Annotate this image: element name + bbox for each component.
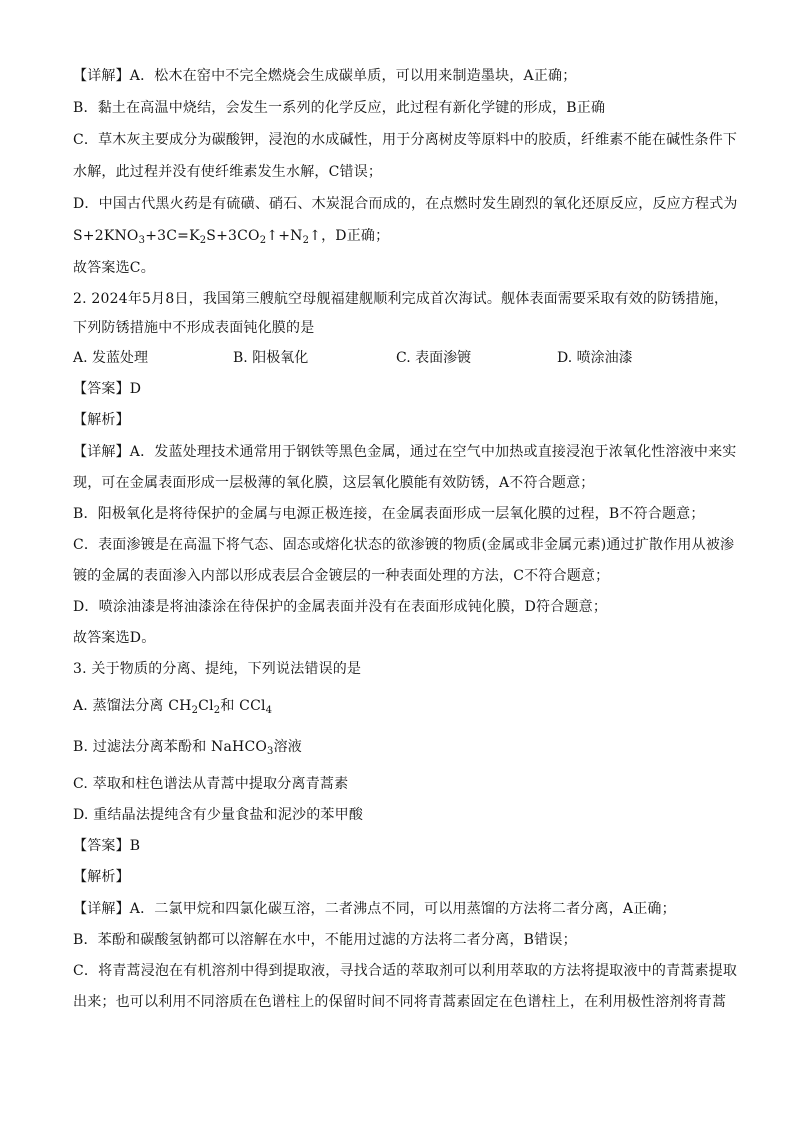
q2-answer: 【答案】D [73, 381, 142, 397]
q2-detail-line: 镀的金属的表面渗入内部以形成表层合金镀层的一种表面处理的方法，C不符合题意； [73, 568, 610, 584]
q2-analysis-label: 【解析】 [73, 412, 130, 428]
q1-detail-line: D．中国古代黑火药是有硫磺、硝石、木炭混合而成的，在点燃时发生剧烈的氧化还原反应，反应方程式为 [73, 196, 738, 212]
q1-detail-line: C．草木灰主要成分为碳酸钾，浸泡的水成碱性，用于分离树皮等原料中的胶质，纤维素不能在碱性条件下 [73, 132, 738, 148]
q3-analysis-label: 【解析】 [73, 869, 130, 885]
q3-detail-line: B．苯酚和碳酸氢钠都可以溶解在水中，不能用过滤的方法将二者分离，B错误； [73, 932, 577, 948]
q1-detail-line: 水解，此过程并没有使纤维素发生水解，C错误； [73, 164, 383, 180]
q2-option-b: B. 阳极氧化 [233, 350, 309, 366]
q2-option-d: D. 喷涂油漆 [557, 350, 633, 366]
q3-option-c: C. 萃取和柱色谱法从青蒿中提取分离青蒿素 [73, 776, 349, 792]
q3-detail-line: 【详解】A．二氯甲烷和四氯化碳互溶，二者沸点不同，可以用蒸馏的方法将二者分离，A正确； [73, 901, 676, 917]
q2-detail-line: 【详解】A．发蓝处理技术通常用于钢铁等黑色金属，通过在空气中加热或直接浸泡于浓氧化性溶液中来实 [73, 444, 737, 460]
q3-answer: 【答案】B [73, 838, 141, 854]
q2-detail-line: B．阳极氧化是将待保护的金属与电源正极连接，在金属表面形成一层氧化膜的过程，B不符合题意； [73, 506, 705, 522]
q1-detail-line: B．黏土在高温中烧结，会发生一系列的化学反应，此过程有新化学键的形成，B正确 [73, 100, 606, 116]
q3-detail-line: C．将青蒿浸泡在有机溶剂中得到提取液，寻找合适的萃取剂可以利用萃取的方法将提取液中的青蒿素提取 [73, 963, 738, 979]
q3-detail-line: 出来；也可以利用不同溶质在色谱柱上的保留时间不同将青蒿素固定在色谱柱上，在利用极性溶剂将青蒿 [73, 994, 727, 1010]
q2-detail-line: C．表面渗镀是在高温下将气态、固态或熔化状态的欲渗镀的物质(金属或非金属元素)通过扩散作用从被渗 [73, 537, 735, 553]
q2-option-a: A. 发蓝处理 [73, 350, 149, 366]
q1-conclusion: 故答案选C。 [73, 260, 155, 276]
q1-equation: $S+2KNO_3+3C=K_2S+3CO_2↑+N_2↑$，D正确； [73, 228, 390, 246]
q2-detail-line: D．喷涂油漆是将油漆涂在待保护的金属表面并没有在表面形成钝化膜，D符合题意； [73, 599, 608, 615]
q2-option-c: C. 表面渗镀 [396, 350, 472, 366]
q3-option-b: B. 过滤法分离苯酚和 NaHCO$_3$溶液 [73, 739, 303, 757]
q2-conclusion: 故答案选D。 [73, 630, 156, 646]
q3-stem: 3. 关于物质的分离、提纯，下列说法错误的是 [73, 661, 362, 677]
q3-option-d: D. 重结晶法提纯含有少量食盐和泥沙的苯甲酸 [73, 807, 364, 823]
q1-detail-line: 【详解】A．松木在窑中不完全燃烧会生成碳单质，可以用来制造墨块，A正确； [73, 68, 577, 84]
q2-stem: 下列防锈措施中不形成表面钝化膜的是 [73, 320, 315, 336]
q2-stem: 2. 2024年5月8日，我国第三艘航空母舰福建舰顺利完成首次海试。舰体表面需要采取有效的防锈措施， [73, 291, 729, 307]
q2-detail-line: 现，可在金属表面形成一层极薄的氧化膜，这层氧化膜能有效防锈，A不符合题意； [73, 475, 595, 491]
q3-option-a: A. 蒸馏法分离 $CH_2Cl_2$和 CCl$_4$ [73, 698, 273, 716]
